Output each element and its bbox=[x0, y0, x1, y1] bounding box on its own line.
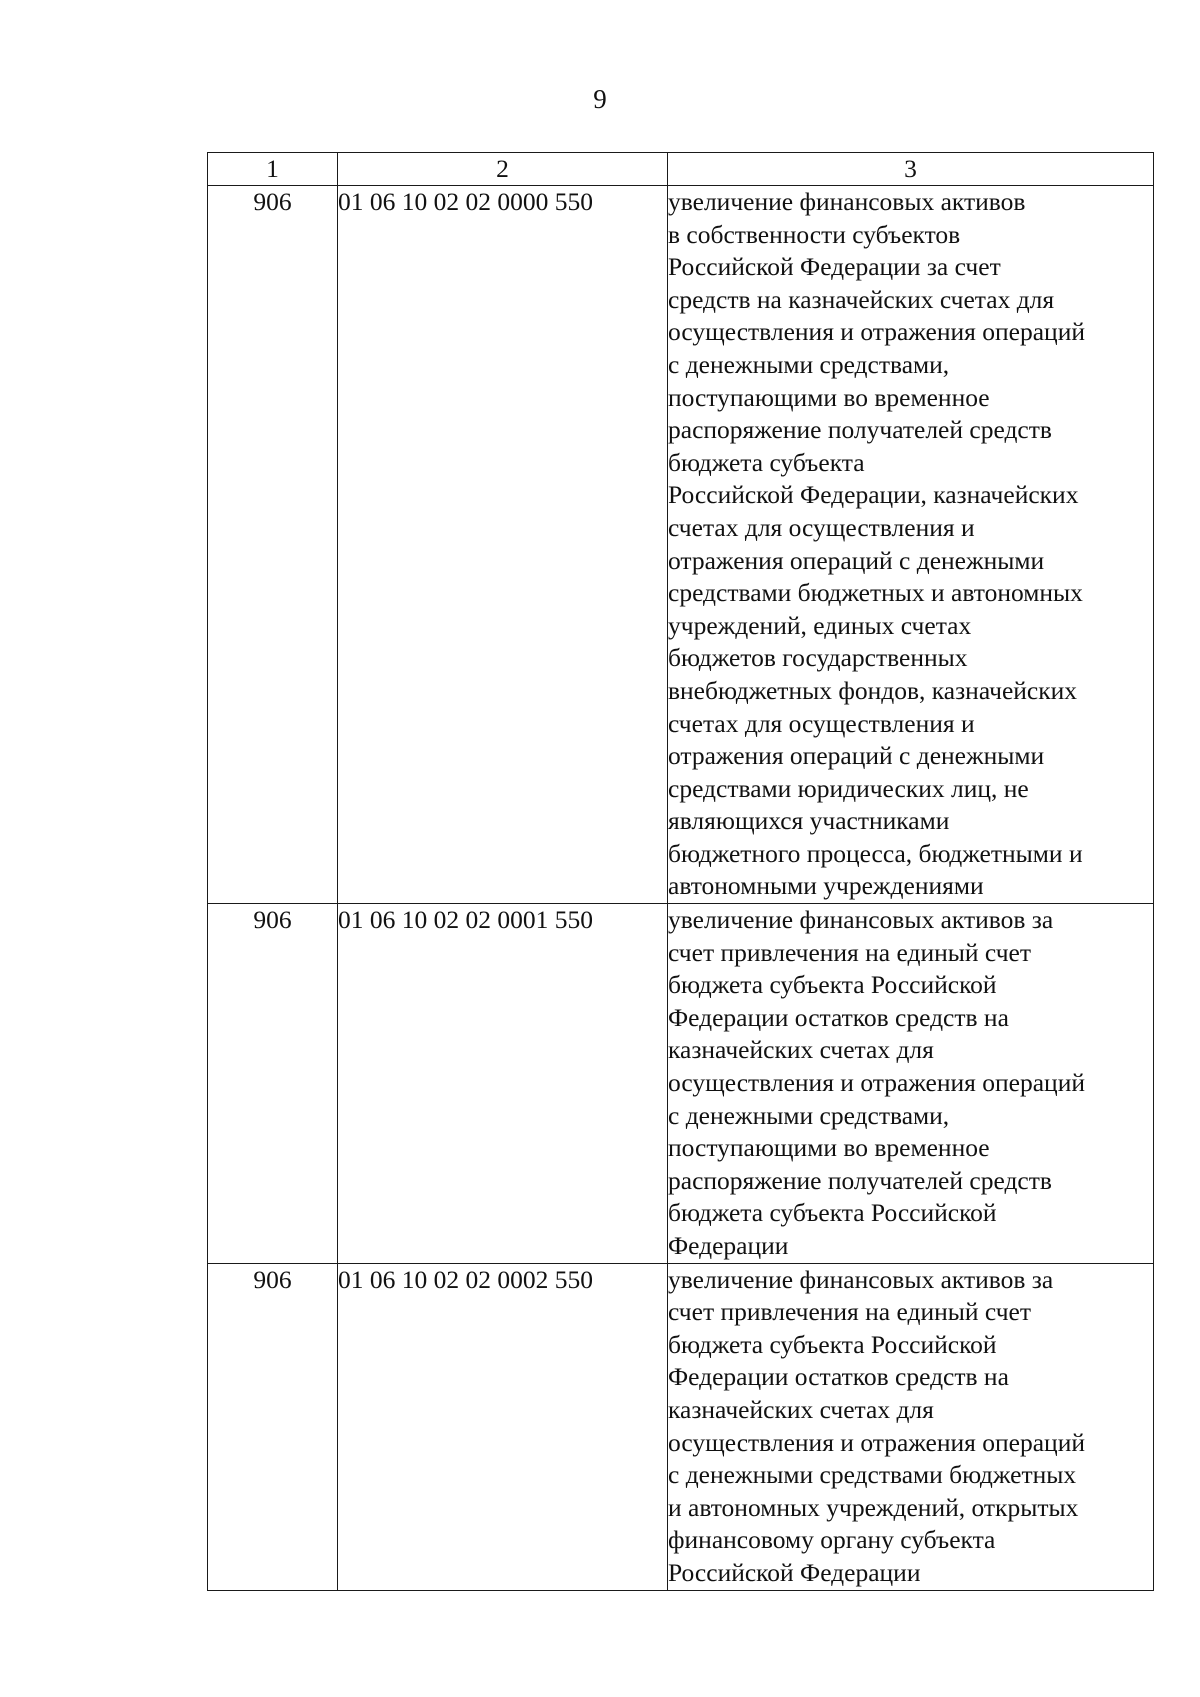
description-line: осуществления и отражения операций bbox=[668, 317, 1085, 347]
description-line: бюджетов государственных bbox=[668, 643, 968, 673]
description-line: счетах для осуществления и bbox=[668, 512, 975, 542]
description-line: увеличение финансовых активов за bbox=[668, 905, 1054, 935]
description-line: Российской Федерации bbox=[668, 1557, 921, 1587]
column-header-2: 2 bbox=[338, 153, 668, 186]
budget-classification-code-cell: 01 06 10 02 02 0001 550 bbox=[338, 904, 668, 1264]
description-line: автономными учреждениями bbox=[668, 871, 984, 901]
description-line: финансовому органу субъекта bbox=[668, 1525, 996, 1555]
column-header-1: 1 bbox=[208, 153, 338, 186]
description-line: средствами бюджетных и автономных bbox=[668, 578, 1083, 608]
description-line: и автономных учреждений, открытых bbox=[668, 1492, 1079, 1522]
description-line: с денежными средствами, bbox=[668, 1100, 950, 1130]
description-line: увеличение финансовых активов bbox=[668, 187, 1026, 216]
description-line: отражения операций с денежными bbox=[668, 741, 1045, 771]
description-line: счет привлечения на единый счет bbox=[668, 937, 1032, 967]
description-line: бюджета субъекта Российской bbox=[668, 970, 997, 1000]
description-line: поступающими во временное bbox=[668, 1133, 990, 1163]
description-cell bbox=[668, 1263, 1154, 1590]
budget-classification-code-cell: 01 06 10 02 02 0000 550 bbox=[338, 186, 668, 904]
description-line: Российской Федерации за счет bbox=[668, 252, 1001, 282]
page-number: 9 bbox=[593, 84, 607, 114]
description-line: внебюджетных фондов, казначейских bbox=[668, 675, 1078, 705]
description-line: средств на казначейских счетах для bbox=[668, 284, 1055, 314]
table-body bbox=[208, 186, 1154, 1591]
table-row bbox=[208, 1263, 1154, 1590]
description-line: казначейских счетах для bbox=[668, 1035, 934, 1065]
budget-classification-code-cell: 01 06 10 02 02 0002 550 bbox=[338, 1263, 668, 1590]
description-line: увеличение финансовых активов за bbox=[668, 1264, 1054, 1294]
admin-code-cell: 906 bbox=[208, 186, 338, 904]
description-line: осуществления и отражения операций bbox=[668, 1427, 1085, 1457]
description-line: распоряжение получателей средств bbox=[668, 415, 1052, 445]
description-line: осуществления и отражения операций bbox=[668, 1068, 1085, 1098]
description-line: средствами юридических лиц, не bbox=[668, 773, 1029, 803]
description-line: поступающими во временное bbox=[668, 382, 990, 412]
description-line: бюджета субъекта bbox=[668, 447, 865, 477]
description-line: Российской Федерации, казначейских bbox=[668, 480, 1079, 510]
description-cell bbox=[668, 904, 1154, 1264]
description-line: счетах для осуществления и bbox=[668, 708, 975, 738]
description-line: Федерации остатков средств на bbox=[668, 1002, 1009, 1032]
admin-code-cell: 906 bbox=[208, 1263, 338, 1590]
description-line: казначейских счетах для bbox=[668, 1394, 934, 1424]
description-line: Федерации остатков средств на bbox=[668, 1362, 1009, 1392]
description-line: бюджета субъекта Российской bbox=[668, 1329, 997, 1359]
description-line: в собственности субъектов bbox=[668, 219, 961, 249]
description-line: отражения операций с денежными bbox=[668, 545, 1045, 575]
description-line: являющихся участниками bbox=[668, 806, 950, 836]
description-line: распоряжение получателей средств bbox=[668, 1165, 1052, 1195]
description-line: с денежными средствами бюджетных bbox=[668, 1460, 1077, 1490]
description-line: бюджета субъекта Российской bbox=[668, 1198, 997, 1228]
table-row bbox=[208, 904, 1154, 1264]
description-line: с денежными средствами, bbox=[668, 349, 950, 379]
table-row bbox=[208, 186, 1154, 904]
description-line: бюджетного процесса, бюджетными и bbox=[668, 838, 1083, 868]
description-line: Федерации bbox=[668, 1231, 789, 1260]
budget-codes-table bbox=[207, 152, 1154, 1591]
table-header bbox=[208, 153, 1154, 186]
column-header-3: 3 bbox=[668, 153, 1154, 186]
description-line: счет привлечения на единый счет bbox=[668, 1297, 1032, 1327]
description-cell bbox=[668, 186, 1154, 904]
admin-code-cell: 906 bbox=[208, 904, 338, 1264]
header-row bbox=[208, 153, 1154, 186]
description-line: учреждений, единых счетах bbox=[668, 610, 972, 640]
